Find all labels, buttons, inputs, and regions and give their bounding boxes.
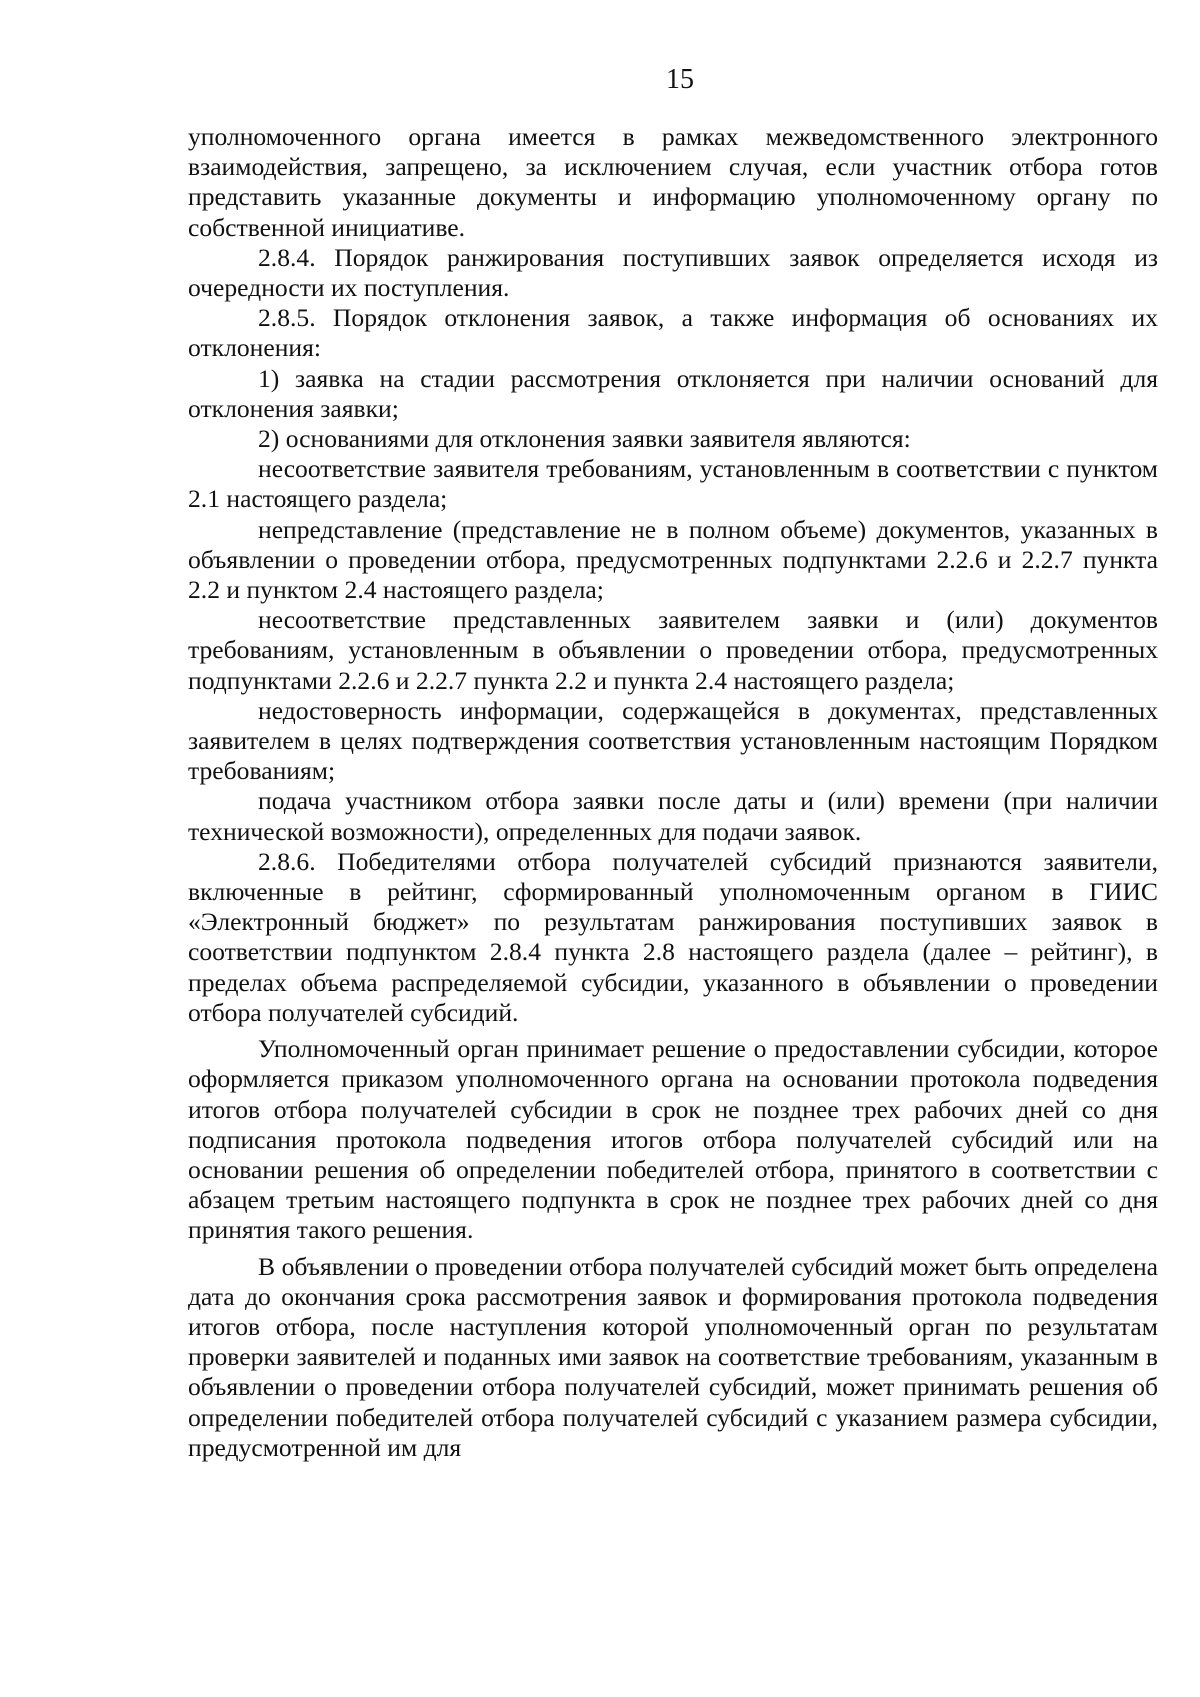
paragraph: подача участником отбора заявки после даты и (или) времени (при наличии технической возможности), определенных для подачи заявок. (188, 786, 1158, 846)
paragraph: 1) заявка на стадии рассмотрения отклоняется при наличии оснований для отклонения заявки; (188, 363, 1158, 423)
paragraph: несоответствие заявителя требованиям, установленным в соответствии с пунктом 2.1 настоящего раздела; (188, 454, 1158, 514)
page-number: 15 (666, 64, 694, 95)
paragraph: уполномоченного органа имеется в рамках межведомственного электронного взаимодействия, запрещено, за исключением случая, если участник отбора готов представить указанные документы и информацию уполномоченному органу по собственной инициативе. (188, 122, 1158, 242)
paragraph: В объявлении о проведении отбора получателей субсидий может быть определена дата до окончания срока рассмотрения заявок и формирования протокола подведения итогов отбора, после наступления которой уполномоченный орган по результатам проверки заявителей и поданных ими заявок на соответствие требованиям, указанным в объявлении о проведении отбора получателей субсидий, может принимать решения об определении победителей отбора получателей субсидий с указанием размера субсидии, предусмотренной им для (188, 1251, 1158, 1462)
paragraph: 2) основаниями для отклонения заявки заявителя являются: (258, 424, 911, 454)
paragraph: Уполномоченный орган принимает решение о предоставлении субсидии, которое оформляется приказом уполномоченного органа на основании протокола подведения итогов отбора получателей субсидии в срок не позднее трех рабочих дней со дня подписания протокола подведения итогов отбора получателей субсидий или на основании решения об определении победителей отбора, принятого в соответствии с абзацем третьим настоящего подпункта в срок не позднее трех рабочих дней со дня принятия такого решения. (188, 1034, 1158, 1245)
paragraph: 2.8.5. Порядок отклонения заявок, а также информация об основаниях их отклонения: (188, 303, 1158, 363)
paragraph: 2.8.6. Победителями отбора получателей субсидий признаются заявители, включенные в рейтинг, сформированный уполномоченным органом в ГИИС «Электронный бюджет» по результатам ранжирования поступивших заявок в соответствии подпунктом 2.8.4 пункта 2.8 настоящего раздела (далее – рейтинг), в пределах объема распределяемой субсидии, указанного в объявлении о проведении отбора получателей субсидий. (188, 846, 1158, 1027)
paragraph: недостоверность информации, содержащейся в документах, представленных заявителем в целях подтверждения соответствия установленным настоящим Порядком требованиям; (188, 695, 1158, 786)
paragraph: 2.8.4. Порядок ранжирования поступивших заявок определяется исходя из очередности их поступления. (188, 242, 1158, 303)
document-body (188, 122, 1158, 1463)
paragraph: несоответствие представленных заявителем заявки и (или) документов требованиям, установленным в объявлении о проведении отбора, предусмотренных подпунктами 2.2.6 и 2.2.7 пункта 2.2 и пункта 2.4 настоящего раздела; (188, 605, 1158, 695)
paragraph: непредставление (представление не в полном объеме) документов, указанных в объявлении о проведении отбора, предусмотренных подпунктами 2.2.6 и 2.2.7 пункта 2.2 и пунктом 2.4 настоящего раздела; (188, 514, 1158, 605)
